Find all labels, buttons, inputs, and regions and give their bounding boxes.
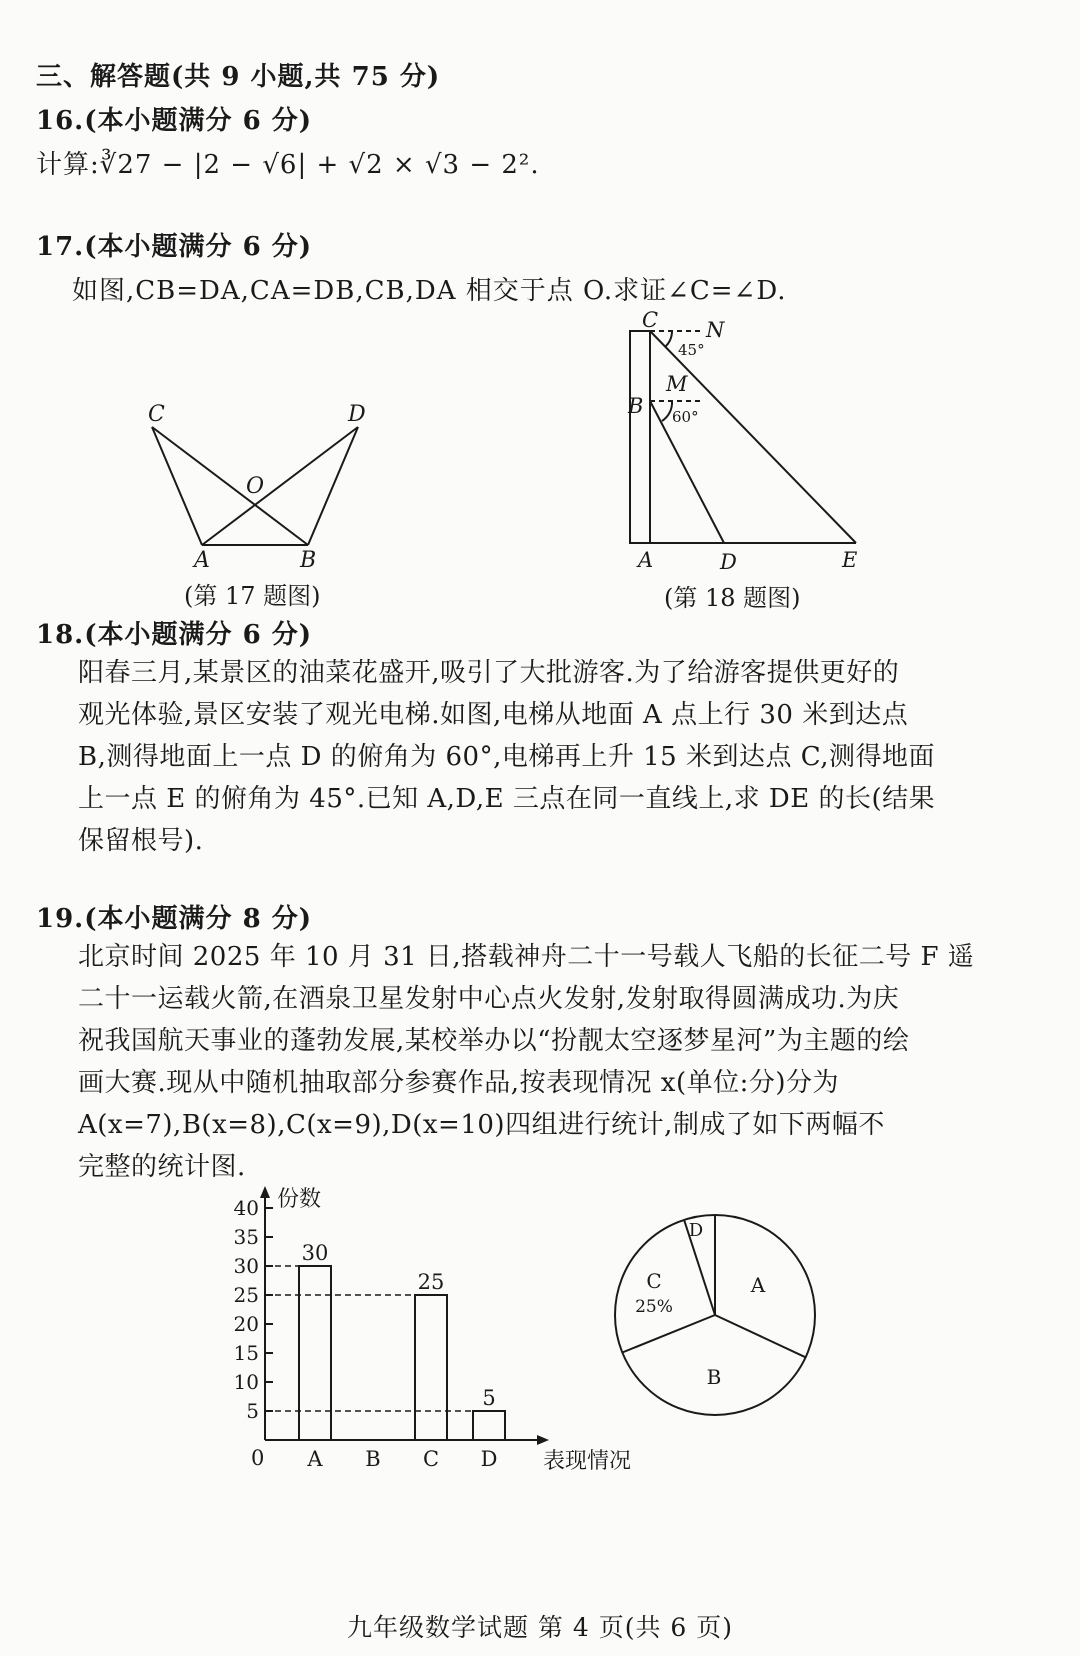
q19-line: 北京时间 2025 年 10 月 31 日,搭载神舟二十一号载人飞船的长征二号 F 遥: [78, 942, 975, 972]
q17-body: 如图,CB=DA,CA=DB,CB,DA 相交于点 O.求证∠C=∠D.: [72, 276, 787, 306]
y-tick-label: 5: [246, 1399, 259, 1423]
label-A: A: [638, 548, 654, 572]
segment-DA: [202, 427, 358, 545]
label-C: C: [642, 308, 659, 332]
bar-D: [473, 1411, 505, 1440]
q18-line: 上一点 E 的俯角为 45°.已知 A,D,E 三点在同一直线上,求 DE 的长(结果: [78, 784, 936, 814]
q18-line: 保留根号).: [78, 826, 204, 856]
pie-divider: [622, 1315, 715, 1353]
segment-CE: [650, 331, 856, 543]
y-tick-label: 15: [233, 1341, 259, 1365]
label-O: O: [246, 474, 265, 499]
q18-line: B,测得地面上一点 D 的俯角为 60°,电梯再上升 15 米到达点 C,测得地面: [78, 742, 935, 772]
x-axis-arrow: [537, 1435, 549, 1445]
pie-slice-D-label: D: [688, 1220, 704, 1241]
x-category-label: A: [307, 1447, 323, 1471]
label-A: A: [194, 548, 210, 573]
y-axis-label: 份数: [277, 1187, 322, 1212]
q19-line: 二十一运载火箭,在酒泉卫星发射中心点火发射,发射取得圆满成功.为庆: [78, 984, 900, 1014]
q17-header: 17.(本小题满分 6 分): [36, 232, 313, 262]
bar-value-label: 30: [301, 1241, 329, 1265]
page-footer: 九年级数学试题 第 4 页(共 6 页): [346, 1613, 734, 1642]
figure-18: [620, 305, 880, 575]
figure-18-caption: (第 18 题图): [664, 584, 801, 612]
x-axis-label: 表现情况: [543, 1449, 632, 1474]
label-N: N: [706, 318, 725, 342]
q19-line: A(x=7),B(x=8),C(x=9),D(x=10)四组进行统计,制成了如下两幅不: [78, 1110, 885, 1140]
q19-line: 祝我国航天事业的蓬勃发展,某校举办以“扮靓太空逐梦星河”为主题的绘: [78, 1026, 910, 1056]
origin-label: 0: [251, 1446, 265, 1470]
pie-slice-C-percent: 25%: [635, 1297, 673, 1317]
pie-slice-A-label: A: [750, 1273, 766, 1297]
q18-header: 18.(本小题满分 6 分): [36, 620, 313, 650]
figure-17: [140, 395, 380, 575]
x-category-label: C: [422, 1447, 440, 1471]
q19-line: 画大赛.现从中随机抽取部分参赛作品,按表现情况 x(单位:分)分为: [78, 1068, 840, 1098]
pie-slice-C-label: C: [646, 1269, 662, 1293]
x-category-label: D: [480, 1447, 498, 1471]
angle-60-arc: [662, 401, 672, 421]
q18-line: 阳春三月,某景区的油菜花盛开,吸引了大批游客.为了给游客提供更好的: [78, 658, 900, 688]
y-tick-label: 35: [233, 1225, 259, 1249]
q18-line: 观光体验,景区安装了观光电梯.如图,电梯从地面 A 点上行 30 米到达点: [78, 700, 909, 730]
figure-17-caption: (第 17 题图): [184, 582, 321, 610]
q19-line: 完整的统计图.: [78, 1152, 246, 1182]
bar-chart: [225, 1180, 665, 1480]
y-tick-label: 20: [233, 1312, 259, 1336]
label-D: D: [348, 402, 366, 427]
pie-slice-B-label: B: [706, 1365, 722, 1389]
section-heading: 三、解答题(共 9 小题,共 75 分): [36, 62, 441, 92]
pie-chart: [600, 1200, 830, 1430]
y-axis-arrow: [260, 1186, 270, 1198]
label-E: E: [842, 548, 858, 572]
angle-45-arc: [665, 331, 672, 347]
bar-value-label: 5: [482, 1386, 496, 1410]
angle-60-label: 60°: [672, 408, 699, 426]
q18-body: [78, 652, 1038, 862]
y-tick-label: 30: [233, 1254, 259, 1278]
q16-header: 16.(本小题满分 6 分): [36, 106, 313, 136]
pie-divider: [715, 1315, 806, 1357]
y-tick-label: 10: [233, 1370, 259, 1394]
bar-value-label: 25: [417, 1270, 445, 1294]
q16-body: 计算:∛27 − |2 − √6| + √2 × √3 − 2².: [36, 150, 540, 180]
bar-A: [299, 1266, 331, 1440]
elevator-shaft: [630, 331, 650, 543]
label-C: C: [148, 402, 165, 427]
label-M: M: [666, 372, 688, 396]
q19-body: [78, 936, 1038, 1188]
label-B: B: [628, 394, 644, 418]
x-category-label: B: [365, 1447, 381, 1471]
y-tick-label: 40: [233, 1196, 259, 1220]
y-tick-label: 25: [233, 1283, 259, 1307]
q19-header: 19.(本小题满分 8 分): [36, 904, 313, 934]
angle-45-label: 45°: [678, 341, 705, 359]
segment-CB: [152, 427, 308, 545]
label-D: D: [720, 550, 737, 574]
bar-C: [415, 1295, 447, 1440]
label-B: B: [300, 548, 317, 573]
